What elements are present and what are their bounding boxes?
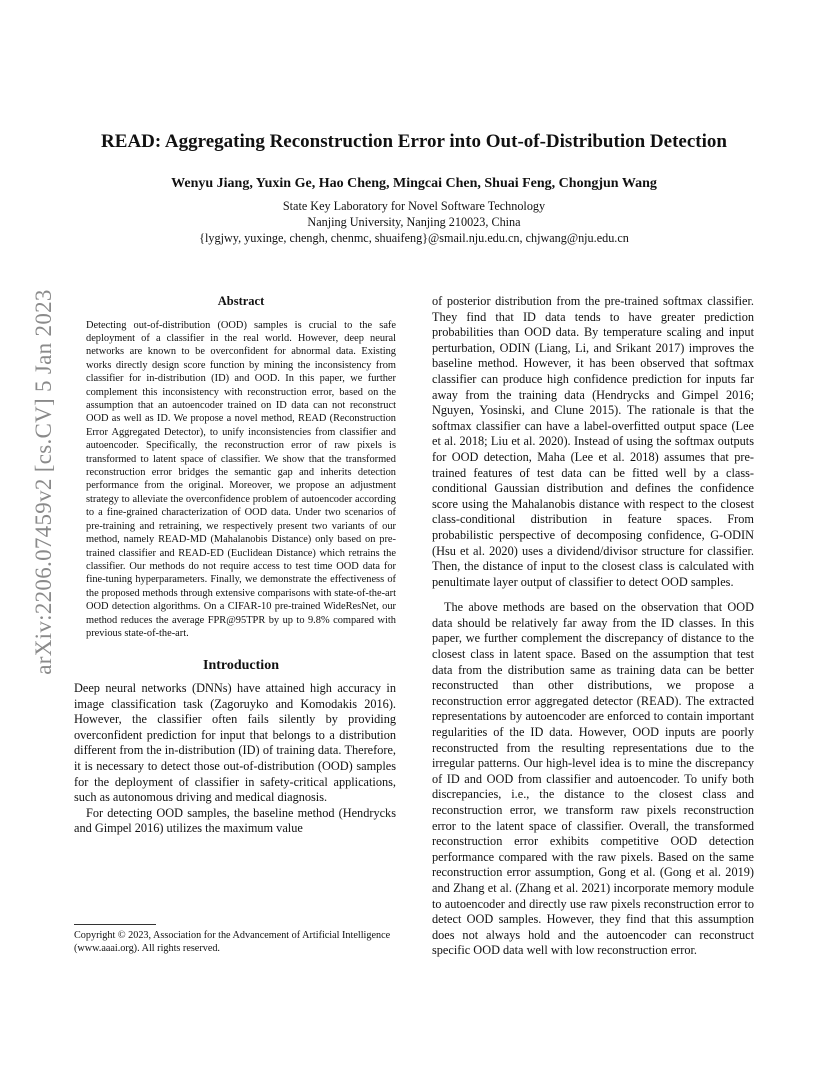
affiliation-block [70, 198, 758, 246]
copyright-footnote: Copyright © 2023, Association for the Advancement of Artificial Intelligence (www.aaai.org). All rights reserved. [74, 930, 391, 954]
paper-title: READ: Aggregating Reconstruction Error into Out-of-Distribution Detection [101, 131, 727, 152]
right-column [432, 294, 754, 959]
intro-paragraph-1: Deep neural networks (DNNs) have attained high accuracy in image classification task (Zagoruyko and Komodakis 2016). However, the classifier often fails silently by providing overconfident prediction for input that belongs to a distribution different from the in-distribution (ID) of training data. Therefore, it is necessary to detect those out-of-distribution (OOD) samples for the deployment of classifier in safety-critical applications, such as autonomous driving and medical diagnosis. [74, 680, 396, 805]
abstract-text: Detecting out-of-distribution (OOD) samples is crucial to the safe deployment of a classifier in the real world. However, deep neural networks are known to be overconfident for abnormal data. Existing works directly design score function by mining the inconsistency from classifier for in-distribution (ID) and OOD. In this paper, we further complement this inconsistency with reconstruction error, based on the assumption that an autoencoder trained on ID data can not reconstruct OOD as well as ID. We propose a novel method, READ (Reconstruction Error Aggregated Detector), to unify inconsistencies from classifier and autoencoder. Specifically, the reconstruction error of raw pixels is transformed to latent space of classifier. We show that the transformed reconstruction error bridges the semantic gap and inherits detection performance from the original. Moreover, we propose an adjustment strategy to alleviate the overconfidence problem of autoencoder according to a fine-grained characterization of OOD data. Under two scenarios of pre-training and retraining, we respectively present two variants of our method, namely READ-MD (Mahalanobis Distance) only based on pre-trained classifier and READ-ED (Euclidean Distance) which retrains the classifier. Our methods do not require access to test time OOD data for fine-tuning hyperparameters. Finally, we demonstrate the effectiveness of the proposed methods through extensive comparisons with state-of-the-art OOD detection algorithms. On a CIFAR-10 pre-trained WideResNet, our method reduces the average FPR@95TPR by up to 9.8% compared with previous state-of-the-art. [86, 319, 396, 639]
affiliation-line-1: State Key Laboratory for Novel Software Technology [282, 199, 546, 213]
intro-paragraph-2: For detecting OOD samples, the baseline method (Hendrycks and Gimpel 2016) utilizes the maximum value [74, 805, 396, 836]
affiliation-line-2: Nanjing University, Nanjing 210023, China [307, 215, 521, 229]
left-column [74, 294, 396, 837]
author-list: Wenyu Jiang, Yuxin Ge, Hao Cheng, Mingcai Chen, Shuai Feng, Chongjun Wang [171, 176, 657, 191]
introduction-heading: Introduction [203, 658, 279, 674]
right-paragraph-2: The above methods are based on the observation that OOD data should be relatively far away from the ID classes. In this paper, we further complement the discrepancy of distance to the closest class in latent space. Based on the assumption that test data from the distribution same as training data can be better reconstructed than other distributions, we propose a reconstruction error aggregated detector (READ). The extracted representations by autoencoder are enforced to contain important regularities of the ID data. However, OOD inputs are poorly reconstructed from the resulting representations due to the irregular patterns. Our high-level idea is to mine the discrepancy of ID and OOD from classifier and autoencoder. To unify both discrepancies, i.e., the distance to the closest class and reconstruction error, we transform raw pixels reconstruction error to the latent space of classifier. Overall, the transformed reconstruction error exhibits competitive OOD detection performance compared with the raw pixels. Based on the same reconstruction error assumption, Gong et al. (Gong et al. 2019) and Zhang et al. (Zhang et al. 2021) incorporate memory module to autoencoder and directly use raw pixels reconstruction error to detect OOD samples. However, they find that this assumption does not always hold and the autoencoder can reconstruct specific OOD data well with low reconstruction error. [432, 600, 754, 958]
arxiv-identifier: arXiv:2206.07459v2 [cs.CV] 5 Jan 2023 [31, 289, 56, 675]
footnote-rule [74, 924, 156, 925]
abstract-heading: Abstract [217, 294, 265, 308]
affiliation-line-3: {lygjwy, yuxinge, chengh, chenmc, shuaifeng}@smail.nju.edu.cn, chjwang@nju.edu.cn [199, 231, 629, 245]
right-paragraph-1: of posterior distribution from the pre-trained softmax classifier. They find that ID data tends to have greater prediction probabilities than OOD data. By temperature scaling and input perturbation, ODIN (Liang, Li, and Srikant 2017) improves the baseline method. However, it has been observed that softmax classifier can produce high confidence prediction for inputs far away from the training data (Hendrycks and Gimpel 2016; Nguyen, Yosinski, and Clune 2015). The rationale is that the softmax classifier can have a label-overfitted output space (Lee et al. 2018; Liu et al. 2020). Instead of using the softmax outputs for OOD detection, Maha (Lee et al. 2018) assumes that pre-trained features of test data can be fitted well by a class-conditional Gaussian distribution and defines the confidence score using the Mahalanobis distance with respect to the closest class-conditional distribution in feature spaces. From probabilistic perspective of decomposing confidence, G-ODIN (Hsu et al. 2020) uses a dividend/divisor structure for classifier. Then, the distance of input to the closest class is calculated with penultimate layer output of classifier to detect OOD samples. [432, 294, 754, 589]
arxiv-stamp [22, 289, 66, 675]
introduction-body [74, 681, 396, 837]
